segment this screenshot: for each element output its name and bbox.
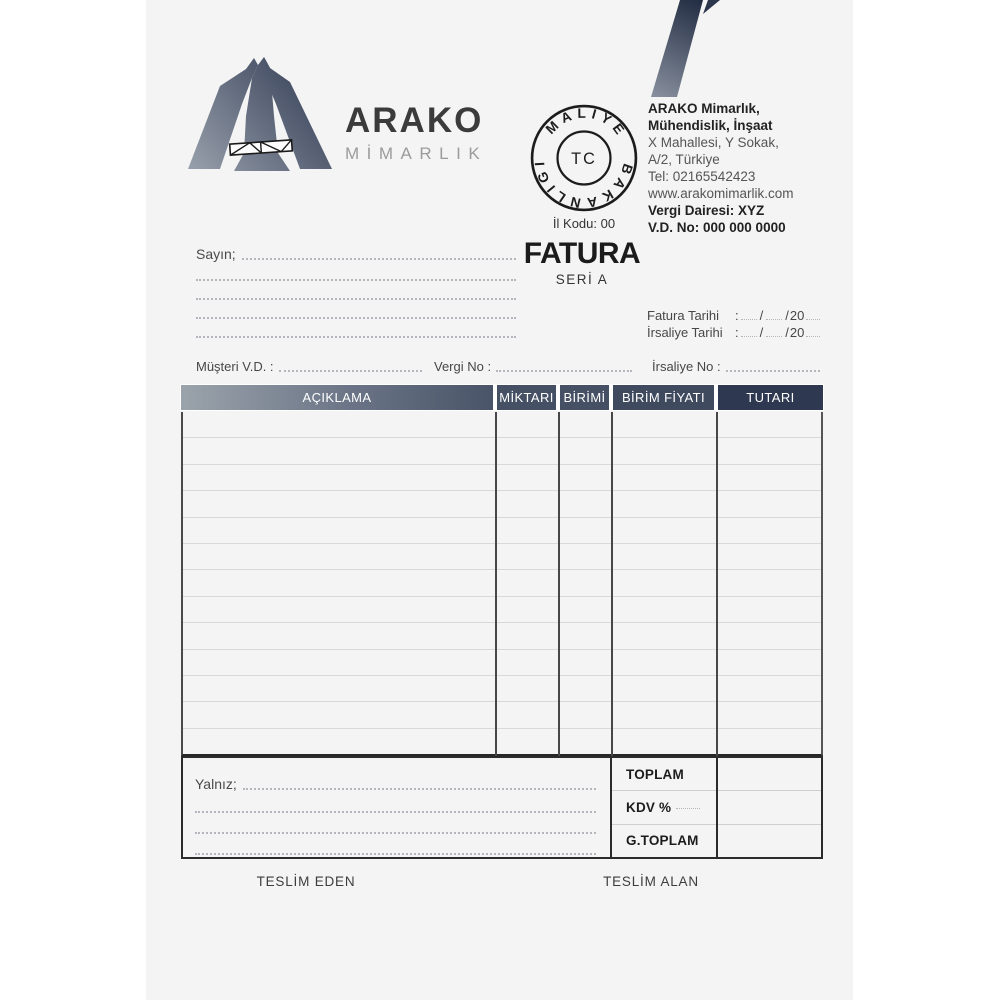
customer-vd-field — [196, 358, 422, 374]
invoice-date-label: Fatura Tarihi — [647, 308, 720, 323]
brand-tagline: MİMARLIK — [345, 144, 488, 163]
column-divider — [558, 412, 560, 756]
scaffold-truss-icon — [230, 140, 293, 155]
vat-value-cell — [718, 791, 821, 824]
vat-label: KDV % — [626, 799, 672, 815]
table-row — [183, 465, 821, 491]
amount-in-words-write-line — [243, 788, 596, 790]
company-info-block — [648, 100, 828, 236]
table-row — [183, 412, 821, 438]
date-write-segment — [806, 319, 820, 320]
series-label: SERİ A — [555, 272, 609, 287]
logo-mark — [186, 56, 334, 174]
date-write-segment — [766, 319, 782, 320]
customer-vd-label: Müşteri V.D. : — [196, 359, 274, 374]
company-name-line: ARAKO Mimarlık, — [648, 101, 760, 116]
table-row — [183, 544, 821, 570]
tax-no-field — [434, 358, 632, 374]
vat-rate-write-line — [676, 808, 700, 809]
recipient-write-line — [196, 300, 516, 319]
date-slash: / — [759, 308, 764, 323]
waybill-no-write-line — [726, 370, 820, 372]
document-title: FATURA — [523, 237, 641, 270]
year-prefix: 20 — [789, 308, 805, 323]
column-header-aciklama: AÇIKLAMA — [181, 385, 493, 410]
total-value-cell — [718, 758, 821, 791]
grand-total-value-cell — [718, 825, 821, 857]
amount-in-words-write-line — [195, 834, 596, 855]
table-row — [183, 597, 821, 623]
column-divider — [716, 412, 718, 756]
decorative-slash-icon — [640, 0, 725, 100]
tax-no-write-line — [496, 370, 632, 372]
company-website: www.arakomimarlik.com — [648, 186, 794, 201]
grand-total-label: G.TOPLAM — [626, 833, 699, 849]
table-row — [183, 623, 821, 649]
table-row — [183, 491, 821, 517]
vat-label-row — [612, 791, 716, 824]
date-write-segment — [741, 319, 757, 320]
date-write-segment — [741, 336, 757, 337]
colon: : — [735, 325, 739, 340]
recipient-write-line — [196, 281, 516, 300]
amount-in-words-write-line — [195, 813, 596, 834]
table-row — [183, 729, 821, 754]
table-row — [183, 438, 821, 464]
column-divider — [611, 412, 613, 756]
amount-in-words-label: Yalnız; — [195, 776, 237, 792]
company-tax-number: V.D. No: 000 000 0000 — [648, 220, 786, 235]
stamp-arc-bottom-text: BAKANLIĞI — [531, 156, 636, 211]
column-header-miktari: MİKTARI — [497, 385, 556, 410]
totals-label-box — [610, 756, 716, 859]
waybill-date-label: İrsaliye Tarihi — [647, 325, 723, 340]
table-row — [183, 518, 821, 544]
table-row — [183, 702, 821, 728]
date-slash: / — [759, 325, 764, 340]
date-write-segment — [766, 336, 782, 337]
total-label: TOPLAM — [612, 758, 716, 791]
column-header-birim-fiyati: BİRİM FİYATI — [613, 385, 714, 410]
company-name-line2: Mühendislik, İnşaat — [648, 118, 773, 133]
recipient-write-line — [242, 258, 516, 260]
dates-block — [647, 306, 822, 340]
table-row — [183, 570, 821, 596]
year-prefix: 20 — [789, 325, 805, 340]
waybill-date-row — [647, 323, 822, 340]
company-tax-office: Vergi Dairesi: XYZ — [648, 203, 765, 218]
waybill-no-field — [652, 358, 820, 374]
company-address-line: X Mahallesi, Y Sokak, — [648, 135, 779, 150]
amount-in-words-box — [181, 756, 610, 859]
waybill-no-label: İrsaliye No : — [652, 359, 721, 374]
province-code-caption: İl Kodu: 00 — [552, 216, 616, 231]
column-header-birimi: BİRİMİ — [560, 385, 609, 410]
ministry-stamp — [528, 102, 640, 214]
deliverer-signature-label: TESLİM EDEN — [256, 874, 356, 889]
date-slash: / — [785, 308, 789, 323]
stamp-center-text: TC — [571, 150, 597, 169]
recipient-label: Sayın; — [196, 246, 236, 262]
recipient-write-line — [196, 319, 516, 338]
table-row — [183, 676, 821, 702]
company-phone: Tel: 02165542423 — [648, 169, 756, 184]
stamp-arc-top-text: MALIYE — [542, 105, 631, 142]
tax-no-label: Vergi No : — [434, 359, 492, 374]
colon: : — [735, 308, 739, 323]
company-address-line2: A/2, Türkiye — [648, 152, 720, 167]
invoice-date-row — [647, 306, 822, 323]
customer-vd-write-line — [279, 370, 422, 372]
amount-in-words-write-line — [195, 792, 596, 813]
column-divider — [495, 412, 497, 756]
totals-value-box — [716, 756, 823, 859]
recipient-write-line — [196, 262, 516, 281]
table-row — [183, 650, 821, 676]
table-body — [181, 412, 823, 756]
recipient-block — [196, 246, 516, 338]
column-header-tutari: TUTARI — [718, 385, 823, 410]
document-title-block — [502, 238, 662, 287]
date-write-segment — [806, 336, 820, 337]
receiver-signature-label: TESLİM ALAN — [603, 874, 699, 889]
date-slash: / — [785, 325, 789, 340]
brand-wordmark — [345, 101, 488, 164]
brand-name: ARAKO — [345, 101, 484, 140]
